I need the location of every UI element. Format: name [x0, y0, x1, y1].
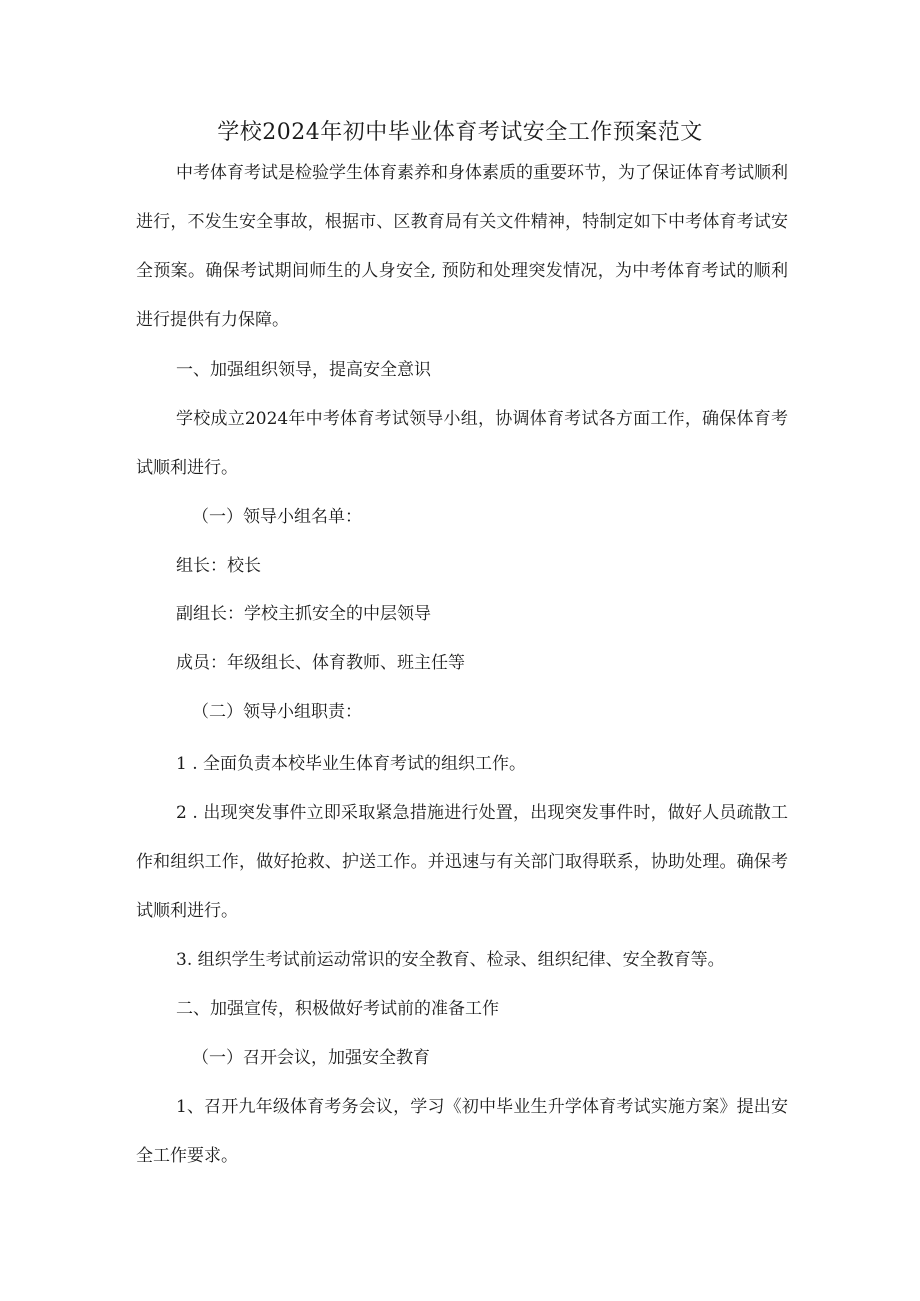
- section-heading-2: 二、加强宣传，积极做好考试前的准备工作: [176, 999, 499, 1019]
- meeting-item-1: 1、召开九年级体育考务会议，学习《初中毕业生升学体育考试实施方案》提出安全工作要求。: [136, 1097, 788, 1166]
- subsection-heading-2-1: （一）召开会议，加强安全教育: [192, 1048, 430, 1068]
- subsection-heading-1-2: （二）领导小组职责：: [192, 702, 362, 722]
- section-heading-1: 一、加强组织领导，提高安全意识: [176, 360, 431, 380]
- intro-paragraph: 中考体育考试是检验学生体育素养和身体素质的重要环节，为了保证体育考试顺利进行，不发生安全事故，根据市、区教育局有关文件精神，特制定如下中考体育考试安全预案。确保考试期间师生的人身安全, 预防和处理突发情况，为中考体育考试的顺利进行提供有力保障。: [136, 163, 788, 330]
- list-item-members: 成员：年级组长、体育教师、班主任等: [176, 653, 465, 673]
- duty-item-2: 2 . 出现突发事件立即采取紧急措施进行处置，出现突发事件时，做好人员疏散工作和组织工作，做好抢救、护送工作。并迅速与有关部门取得联系，协助处理。确保考试顺利进行。: [136, 803, 788, 921]
- duty-item-1: 1 . 全面负责本校毕业生体育考试的组织工作。: [176, 754, 527, 774]
- list-item-deputy-leader: 副组长：学校主抓安全的中层领导: [176, 604, 431, 624]
- subsection-heading-1-1: （一）领导小组名单：: [192, 507, 362, 527]
- duty-item-3: 3. 组织学生考试前运动常识的安全教育、检录、组织纪律、安全教育等。: [176, 950, 725, 970]
- list-item-leader: 组长：校长: [176, 556, 261, 576]
- document-title: 学校2024年初中毕业体育考试安全工作预案范文: [217, 120, 703, 145]
- paragraph-leadership-group: 学校成立2024年中考体育考试领导小组，协调体育考试各方面工作，确保体育考试顺利进行。: [136, 409, 788, 478]
